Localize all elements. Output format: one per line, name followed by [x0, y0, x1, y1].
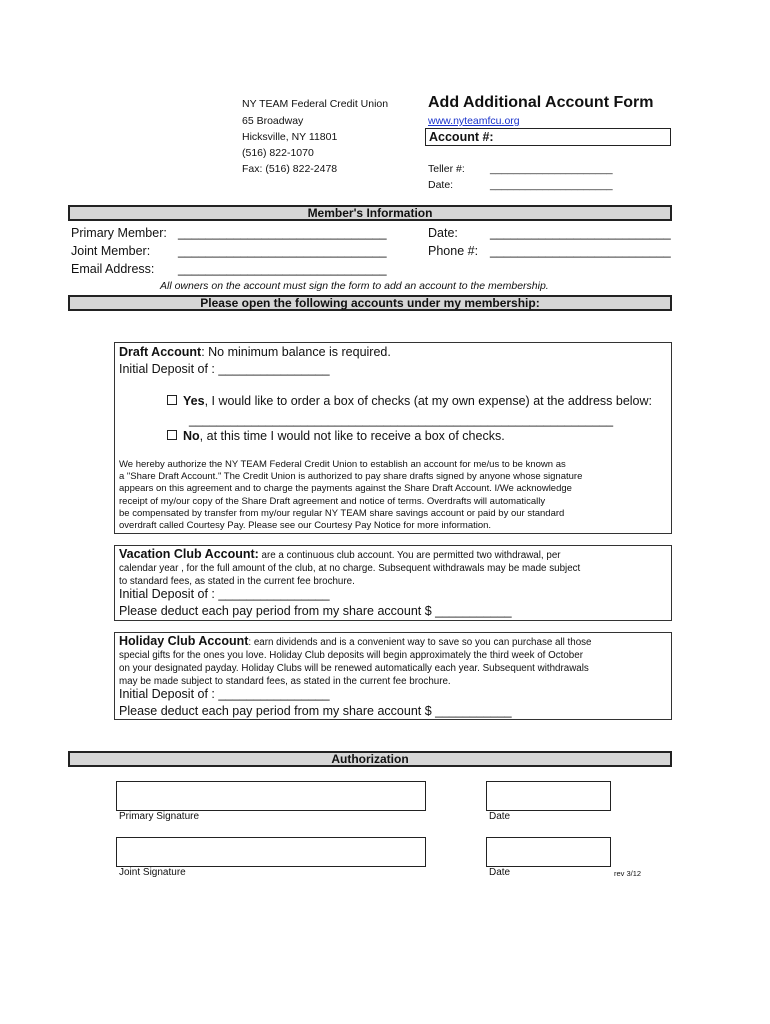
org-address-line2: Hicksville, NY 11801	[242, 131, 338, 143]
vacation-club-line: to standard fees, as stated in the current fee brochure.	[119, 576, 355, 587]
vacation-club-box	[114, 545, 672, 621]
checks-address-field[interactable]: _____________________________________________________________	[189, 413, 614, 427]
org-fax: Fax: (516) 822-2478	[242, 163, 338, 175]
members-section-title: Member's Information	[68, 205, 672, 221]
joint-member-label: Joint Member:	[71, 244, 151, 258]
website-link[interactable]: www.nyteamfcu.org	[428, 115, 520, 127]
holiday-club-title: Holiday Club Account	[119, 634, 249, 648]
order-checks-no-option[interactable]	[167, 429, 505, 443]
holiday-club-line: special gifts for the ones you love. Holiday Club deposits will begin approximately the third week of October	[119, 650, 583, 661]
draft-account-title: Draft Account	[119, 345, 202, 359]
member-phone-field[interactable]: __________________________	[490, 244, 671, 258]
primary-signature-box[interactable]	[116, 781, 426, 811]
holiday-club-desc: : earn dividends and is a convenient way to save so you can purchase all those	[248, 637, 592, 648]
vacation-initial-deposit[interactable]: Initial Deposit of : ________________	[119, 587, 330, 601]
draft-initial-deposit[interactable]: Initial Deposit of : ________________	[119, 362, 330, 376]
teller-date-label: Date:	[428, 179, 454, 191]
account-number-box[interactable]	[425, 128, 671, 146]
draft-legal-line: We hereby authorize the NY TEAM Federal Credit Union to establish an account for me/us to be known as	[119, 459, 566, 470]
draft-legal-line: a "Share Draft Account." The Credit Union is authorized to pay share drafts signed by anyone whose signature	[119, 471, 583, 483]
revision-label: rev 3/12	[614, 869, 642, 878]
org-address-line1: 65 Broadway	[242, 115, 304, 127]
vacation-deduct-amount[interactable]: Please deduct each pay period from my share account $ ___________	[119, 604, 512, 618]
primary-signature-label: Primary Signature	[119, 811, 200, 822]
draft-legal-line: overdraft called Courtesy Pay. Please see our Courtesy Pay Notice for more information.	[119, 520, 492, 532]
no-text: , at this time I would not like to receive a box of checks.	[199, 429, 505, 443]
yes-checkbox[interactable]	[167, 395, 177, 405]
joint-member-field[interactable]: ______________________________	[178, 244, 387, 258]
primary-date-label: Date	[489, 811, 511, 822]
primary-member-label: Primary Member:	[71, 226, 167, 240]
no-checkbox[interactable]	[167, 430, 177, 440]
primary-date-box[interactable]	[486, 781, 611, 811]
primary-member-field[interactable]: ______________________________	[178, 226, 387, 240]
vacation-club-title: Vacation Club Account:	[119, 547, 259, 561]
holiday-club-line: on your designated payday. Holiday Clubs will be renewed automatically each year. Subsequent withdrawals	[119, 663, 589, 674]
teller-label: Teller #:	[428, 163, 465, 175]
email-address-label: Email Address:	[71, 262, 155, 276]
yes-word: Yes	[183, 394, 205, 408]
vacation-club-text	[119, 548, 580, 588]
teller-date-field[interactable]: _____________________	[490, 179, 613, 191]
holiday-deduct-amount[interactable]: Please deduct each pay period from my share account $ ___________	[119, 704, 512, 718]
form-title: Add Additional Account Form	[428, 94, 654, 111]
member-date-field[interactable]: __________________________	[490, 226, 671, 240]
authorization-section-title: Authorization	[68, 751, 672, 767]
joint-signature-box[interactable]	[116, 837, 426, 867]
accounts-section-title: Please open the following accounts under my membership:	[68, 295, 672, 311]
teller-field[interactable]: _____________________	[490, 163, 613, 175]
account-number-label: Account #:	[429, 130, 494, 144]
email-address-field[interactable]: ______________________________	[178, 262, 387, 276]
org-name: NY TEAM Federal Credit Union	[242, 98, 389, 110]
draft-legal-text	[119, 459, 582, 532]
joint-date-label: Date	[489, 867, 511, 878]
order-checks-yes-option[interactable]	[167, 394, 652, 408]
draft-legal-line: receipt of my/our copy of the Share Draft agreement and notice of terms. Overdrafts will automatically	[119, 495, 546, 507]
member-date-label: Date:	[428, 226, 458, 240]
holiday-club-box	[114, 632, 672, 720]
draft-account-box	[114, 342, 672, 534]
org-phone: (516) 822-1070	[242, 147, 314, 159]
vacation-club-desc: are a continuous club account. You are permitted two withdrawal, per	[258, 550, 561, 561]
member-phone-label: Phone #:	[428, 244, 479, 258]
draft-legal-line: appears on this agreement and to charge the payments against the Share Draft Account. I/We acknowledge	[119, 483, 572, 495]
owners-note: All owners on the account must sign the form to add an account to the membership.	[160, 280, 549, 292]
joint-signature-label: Joint Signature	[119, 867, 186, 878]
no-word: No	[183, 429, 200, 443]
draft-account-desc: : No minimum balance is required.	[201, 345, 391, 359]
joint-date-box[interactable]	[486, 837, 611, 867]
yes-text: , I would like to order a box of checks (at my own expense) at the address below:	[204, 394, 653, 408]
draft-legal-line: be compensated by transfer from my/our regular NY TEAM share savings account or paid by our standard	[119, 507, 565, 519]
vacation-club-line: calendar year , for the full amount of the club, at no charge. Subsequent withdrawals may be made subject	[119, 563, 581, 574]
holiday-initial-deposit[interactable]: Initial Deposit of : ________________	[119, 687, 330, 701]
holiday-club-text	[119, 635, 592, 688]
holiday-club-line: may be made subject to standard fees, as stated in the current fee brochure.	[119, 676, 451, 687]
draft-account-heading	[119, 345, 391, 359]
